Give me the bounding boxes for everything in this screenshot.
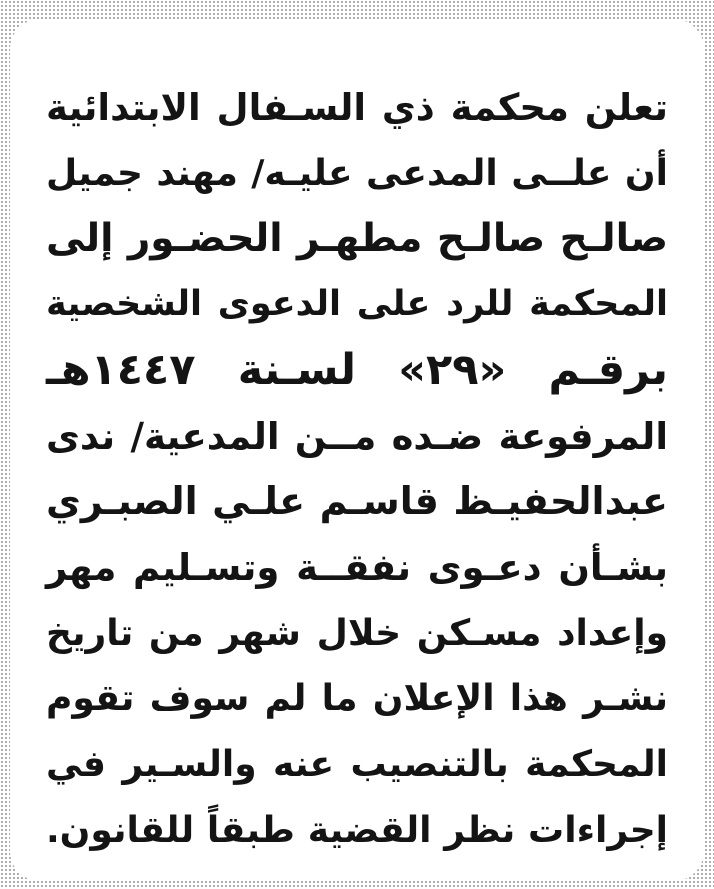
notice-line: برقـم «٢٩» لسـنة ١٤٤٧هـ — [46, 344, 668, 395]
notice-line: صالـح صالـح مطهـر الحضـور إلى — [46, 216, 668, 262]
notice-line: المرفوعة ضـده مــن المدعية/ ندى — [46, 414, 668, 458]
notice-card — [10, 19, 704, 881]
notice-line: تعلن محكمة ذي السـفال الابتدائية — [46, 86, 668, 129]
notice-line: المحكمة بالتنصيب عنه والسـير في — [46, 744, 668, 786]
notice-line: المحكمة للرد على الدعوى الشخصية — [46, 284, 668, 325]
notice-line: إجراءات نظر القضية طبقاً للقانون. — [46, 809, 668, 851]
notice-line: بشـأن دعـوى نفقــة وتسـليم مهر — [46, 545, 668, 589]
notice-line: وإعداد مسـكن خلال شهر من تاريخ — [46, 612, 668, 654]
notice-line: نشـر هذا الإعلان ما لم سوف تقوم — [46, 678, 668, 720]
notice-line: عبدالحفيـظ قاسـم علـي الصبـري — [46, 479, 668, 524]
notice-text — [46, 75, 668, 863]
notice-line: أن علــى المدعى عليـه/ مهند جميل — [46, 152, 668, 194]
